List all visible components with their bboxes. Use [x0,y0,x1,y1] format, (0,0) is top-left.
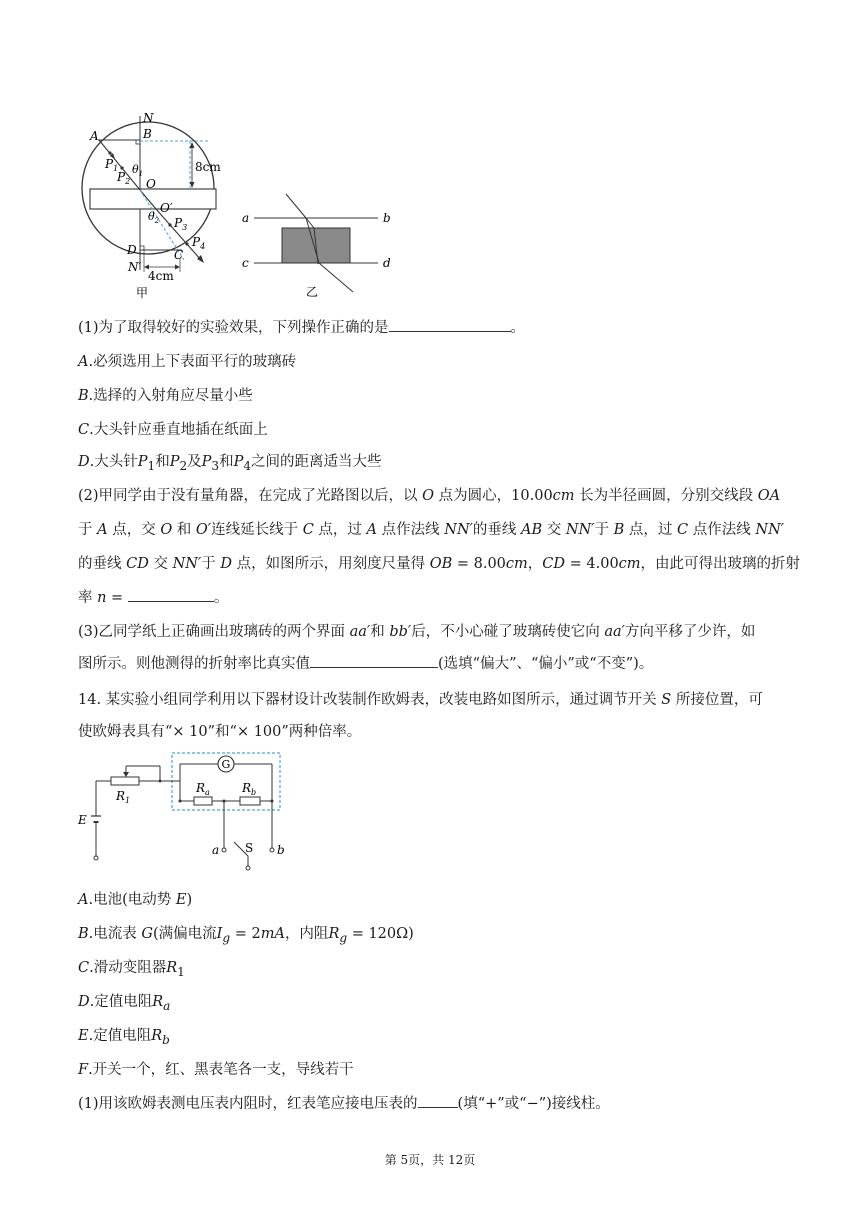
label-E: E [78,813,87,827]
label-O: O [146,177,156,191]
label-b: b [383,211,391,225]
label-P1: $P_1$ [105,157,119,173]
answer-blank-3[interactable] [310,655,438,668]
label-P4: $P_4$ [192,235,206,251]
caption-yi: 乙 [306,285,319,298]
q14-item-b: B.电流表 G(满偏电流$I_g = 2mA$，内阻$R_g = 120\Omega$) [78,926,414,945]
answer-blank-4[interactable] [418,1095,458,1108]
label-Nprime: N′ [128,260,142,274]
label-D: D [127,243,137,257]
q13-option-b: B.选择的入射角应尽量小些 [78,388,253,404]
label-a: a [242,211,250,225]
label-A: A [90,129,99,143]
q13-part1: (1)为了取得较好的实验效果，下列操作正确的是 。 [78,320,526,336]
answer-blank-1[interactable] [389,319,511,332]
circuit-diagram [74,748,294,876]
label-N: N [143,111,154,125]
answer-blank-2[interactable] [128,589,214,602]
q13-part3-line1: (3)乙同学纸上正确画出玻璃砖的两个界面 aa′和 bb′后，不小心碰了玻璃砖使它向 aa′方向平移了少许，如 [78,624,756,640]
label-G: G [221,758,231,771]
page-footer: 第 5页，共 12页 [384,1153,476,1167]
caption-jia: 甲 [136,286,149,300]
q14-item-c: C.滑动变阻器$R_1$ [78,960,185,979]
q14-item-e: E.定值电阻$R_b$ [78,1028,170,1047]
label-Ra: $R_a$ [196,781,210,797]
figure-yi [236,186,396,298]
label-a-terminal: a [212,843,220,857]
label-P2: $P_2$ [117,170,131,186]
q14-stem-line2: 使欧姆表具有“× 10”和“× 100”两种倍率。 [78,724,362,740]
q13-part3-line2: 图所示。则他测得的折射率比真实值 (选填“偏大”、“偏小”或“不变”)。 [78,656,654,672]
q14-item-d: D.定值电阻$R_a$ [78,994,171,1013]
q13-part2-line2: 于 A 点，交 O 和 O′连线延长线于 C 点，过 A 点作法线 NN′的垂线 AB 交 NN′于 B 点，过 C 点作法线 NN′ [78,522,785,538]
label-S: S [245,841,254,855]
figure-jia [70,108,230,300]
label-R1: $R_1$ [116,789,131,805]
label-b-terminal: b [277,843,285,857]
q14-item-f: F.开关一个，红、黑表笔各一支，导线若干 [78,1062,354,1078]
label-B: B [143,127,152,141]
q13-option-a: A.必须选用上下表面平行的玻璃砖 [78,354,297,370]
label-4cm: 4cm [148,269,174,283]
q13-part2-line1: (2)甲同学由于没有量角器，在完成了光路图以后，以 O 点为圆心，10.00cm 长为半径画圆，分别交线段 OA [78,488,781,504]
label-Rb: $R_b$ [242,781,257,797]
label-d: d [383,256,391,270]
label-8cm: 8cm [195,160,221,174]
label-theta1: $\theta_1$ [132,163,144,178]
label-Oprime: O′ [160,201,173,215]
q14-stem-line1: 14. 某实验小组同学利用以下器材设计改装制作欧姆表，改装电路如图所示，通过调节开关 S 所接位置，可 [78,692,763,708]
label-c: c [242,256,249,270]
q13-option-c: C.大头针应垂直地插在纸面上 [78,422,268,438]
q13-option-d: D.大头针$P_1$和$P_2$及$P_3$和$P_4$之间的距离适当大些 [78,454,382,473]
q13-part2-line3: 的垂线 CD 交 NN′于 D 点，如图所示，用刻度尺量得 OB = 8.00cm，CD = 4.00cm，由此可得出玻璃的折射 [78,556,801,572]
label-C: C [174,248,184,262]
label-P3: $P_3$ [174,216,188,232]
label-theta2: $\theta_2$ [148,210,160,225]
q14-item-a: A.电池(电动势 E) [78,892,193,908]
q13-part2-line4: 率 n = 。 [78,590,229,606]
q14-part1: (1)用该欧姆表测电压表内阻时，红表笔应接电压表的 (填“+”或“−”)接线柱。 [78,1096,610,1112]
